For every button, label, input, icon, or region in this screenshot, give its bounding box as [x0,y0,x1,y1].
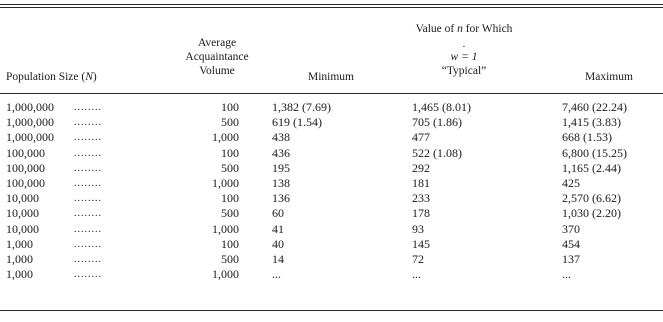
table-row [0,161,663,176]
header-value-of-n: Value of n for Which [415,23,513,35]
cell-volume: 1,000 [212,221,239,236]
cell-leader-dots: ........ [74,102,102,113]
table-row [0,252,663,267]
cell-leader-dots: ........ [74,238,102,250]
header-minimum: Minimum [307,71,354,83]
header-w-equals-1-typical: · w = 1 “Typical” [441,41,487,77]
table-row [0,222,663,237]
cell-leader-dots: ........ [74,253,102,265]
cell-volume: 1,000 [212,175,239,190]
cell-population: 100,000 [6,160,45,175]
top-rule-second [0,7,663,8]
cell-maximum: 454 [562,236,580,251]
cell-volume: 100 [221,100,239,114]
table-row [0,267,663,282]
header-maximum: Maximum [585,71,633,83]
table-row [0,100,663,115]
cell-leader-dots: ........ [74,208,102,220]
bottom-rule [0,310,663,311]
header-rule [0,93,663,94]
table-row [0,206,663,221]
cell-volume: 500 [221,251,239,266]
cell-typical: 93 [412,221,424,236]
cell-minimum: 438 [272,130,290,145]
cell-maximum: 2,570 (6.62) [562,191,621,206]
table-row [0,237,663,252]
cell-typical: 145 [412,236,430,251]
cell-maximum: 668 (1.53) [562,130,612,145]
cell-minimum: 41 [272,221,284,236]
cell-maximum: 1,030 (2.20) [562,206,621,221]
cell-volume: 100 [221,145,239,160]
cell-volume: 1,000 [212,267,239,282]
cell-maximum: 1,415 (3.83) [562,115,621,130]
table-row [0,115,663,130]
cell-population: 1,000 [6,267,33,282]
cell-minimum: 138 [272,175,290,190]
cell-population: 1,000,000 [6,130,54,145]
cell-minimum: 14 [272,251,284,266]
cell-typical: ... [412,267,421,282]
header-population-size: Population Size (N) [6,71,97,83]
cell-typical: 522 (1.08) [412,145,462,160]
table-row [0,176,663,191]
cell-minimum: 40 [272,236,284,251]
cell-maximum: 137 [562,251,580,266]
table-row [0,146,663,161]
cell-population: 1,000 [6,236,33,251]
cell-minimum: 136 [272,191,290,206]
cell-maximum: 6,800 (15.25) [562,145,627,160]
cell-leader-dots: ........ [74,223,102,235]
cell-volume: 500 [221,206,239,221]
cell-typical: 72 [412,251,424,266]
cell-minimum: 1,382 (7.69) [272,100,331,114]
cell-leader-dots: ........ [74,132,102,144]
cell-minimum: 436 [272,145,290,160]
cell-population: 1,000 [6,251,33,266]
cell-minimum: 619 (1.54) [272,115,322,130]
cell-population: 1,000,000 [6,100,54,114]
cell-maximum: 7,460 (22.24) [562,100,627,114]
cell-leader-dots: ........ [74,147,102,159]
table-row [0,191,663,206]
cell-leader-dots: ........ [74,269,102,281]
cell-typical: 1,465 (8.01) [412,100,471,114]
cell-typical: 477 [412,130,430,145]
cell-population: 100,000 [6,145,45,160]
cell-volume: 500 [221,160,239,175]
cell-typical: 233 [412,191,430,206]
table-body [0,100,663,282]
cell-typical: 292 [412,160,430,175]
cell-minimum: ... [272,267,281,282]
cell-population: 1,000,000 [6,115,54,130]
cell-leader-dots: ........ [74,177,102,189]
cell-volume: 500 [221,115,239,130]
cell-typical: 181 [412,175,430,190]
cell-leader-dots: ........ [74,117,102,129]
cell-typical: 178 [412,206,430,221]
cell-population: 10,000 [6,206,39,221]
cell-maximum: 370 [562,221,580,236]
top-rule [0,4,663,5]
cell-volume: 100 [221,191,239,206]
cell-population: 10,000 [6,221,39,236]
cell-population: 100,000 [6,175,45,190]
cell-typical: 705 (1.86) [412,115,462,130]
header-average-acquaintance-volume: Average Acquaintance Volume [185,37,249,77]
cell-leader-dots: ........ [74,162,102,174]
cell-minimum: 195 [272,160,290,175]
cell-leader-dots: ........ [74,193,102,205]
table-row [0,130,663,145]
cell-volume: 100 [221,236,239,251]
cell-volume: 1,000 [212,130,239,145]
cell-maximum: 1,165 (2.44) [562,160,621,175]
cell-maximum: ... [562,267,571,282]
cell-population: 10,000 [6,191,39,206]
cell-minimum: 60 [272,206,284,221]
cell-maximum: 425 [562,175,580,190]
